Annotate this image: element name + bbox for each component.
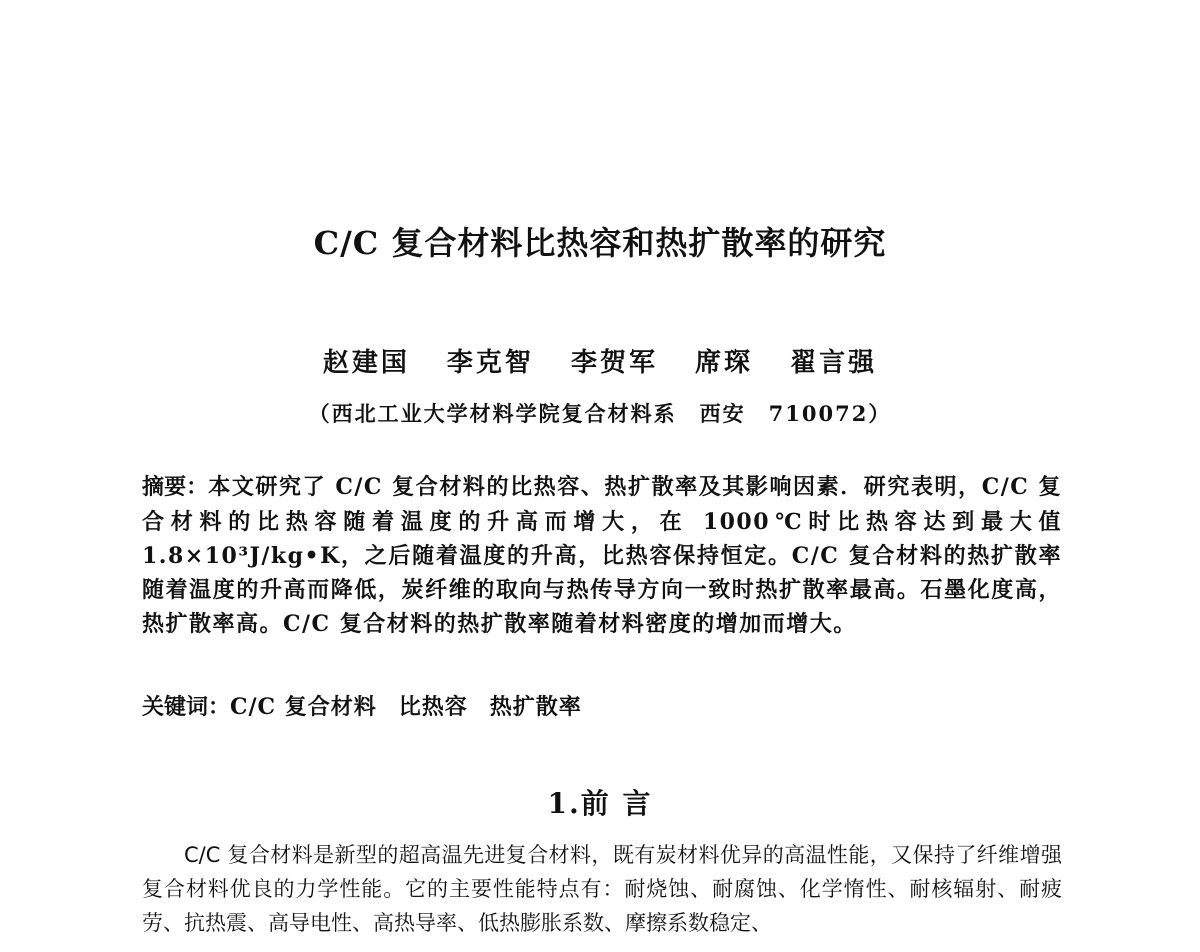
author-name: 席琛 bbox=[695, 348, 754, 378]
keywords bbox=[142, 690, 1062, 725]
abstract bbox=[142, 470, 1062, 641]
paper-title: C/C 复合材料比热容和热扩散率的研究 bbox=[313, 224, 887, 262]
author-name: 李贺军 bbox=[570, 348, 658, 378]
keyword: 比热容 bbox=[398, 694, 468, 720]
keyword: C/C 复合材料 bbox=[230, 694, 377, 720]
abstract-text: 本文研究了 C/C 复合材料的比热容、热扩散率及其影响因素．研究表明，C/C 复合材料的比热容随着温度的升高而增大，在 1000℃时比热容达到最大值 1.8×10³J/kg•K，之后随着温度的升高，比热容保持恒定。C/C 复合材料的热扩散率随着温度的升高而降低，炭纤维的取向与热传导方向一致时热扩散率最高。石墨化度高，热扩散率高。C/C 复合材料的热扩散率随着材料密度的增加而增大。 bbox=[142, 474, 1062, 637]
author-name: 赵建国 bbox=[322, 348, 410, 378]
affiliation: （西北工业大学材料学院复合材料系 西安 710072） bbox=[308, 401, 892, 426]
keyword: 热扩散率 bbox=[489, 694, 582, 720]
abstract-label: 摘要： bbox=[142, 475, 209, 500]
body-paragraph: C/C 复合材料是新型的超高温先进复合材料，既有炭材料优异的高温性能，又保持了纤维增强复合材料优良的力学性能。它的主要性能特点有：耐烧蚀、耐腐蚀、化学惰性、耐核辐射、耐疲劳、抗热震、高导电性、高热导率、低热膨胀系数、摩擦系数稳定、 bbox=[142, 843, 1062, 935]
section-heading: 1.前 言 bbox=[547, 787, 653, 820]
author-name: 翟言强 bbox=[790, 348, 878, 378]
author-list bbox=[0, 342, 1200, 379]
author-name: 李克智 bbox=[446, 348, 534, 378]
keywords-label: 关键词： bbox=[142, 695, 231, 720]
